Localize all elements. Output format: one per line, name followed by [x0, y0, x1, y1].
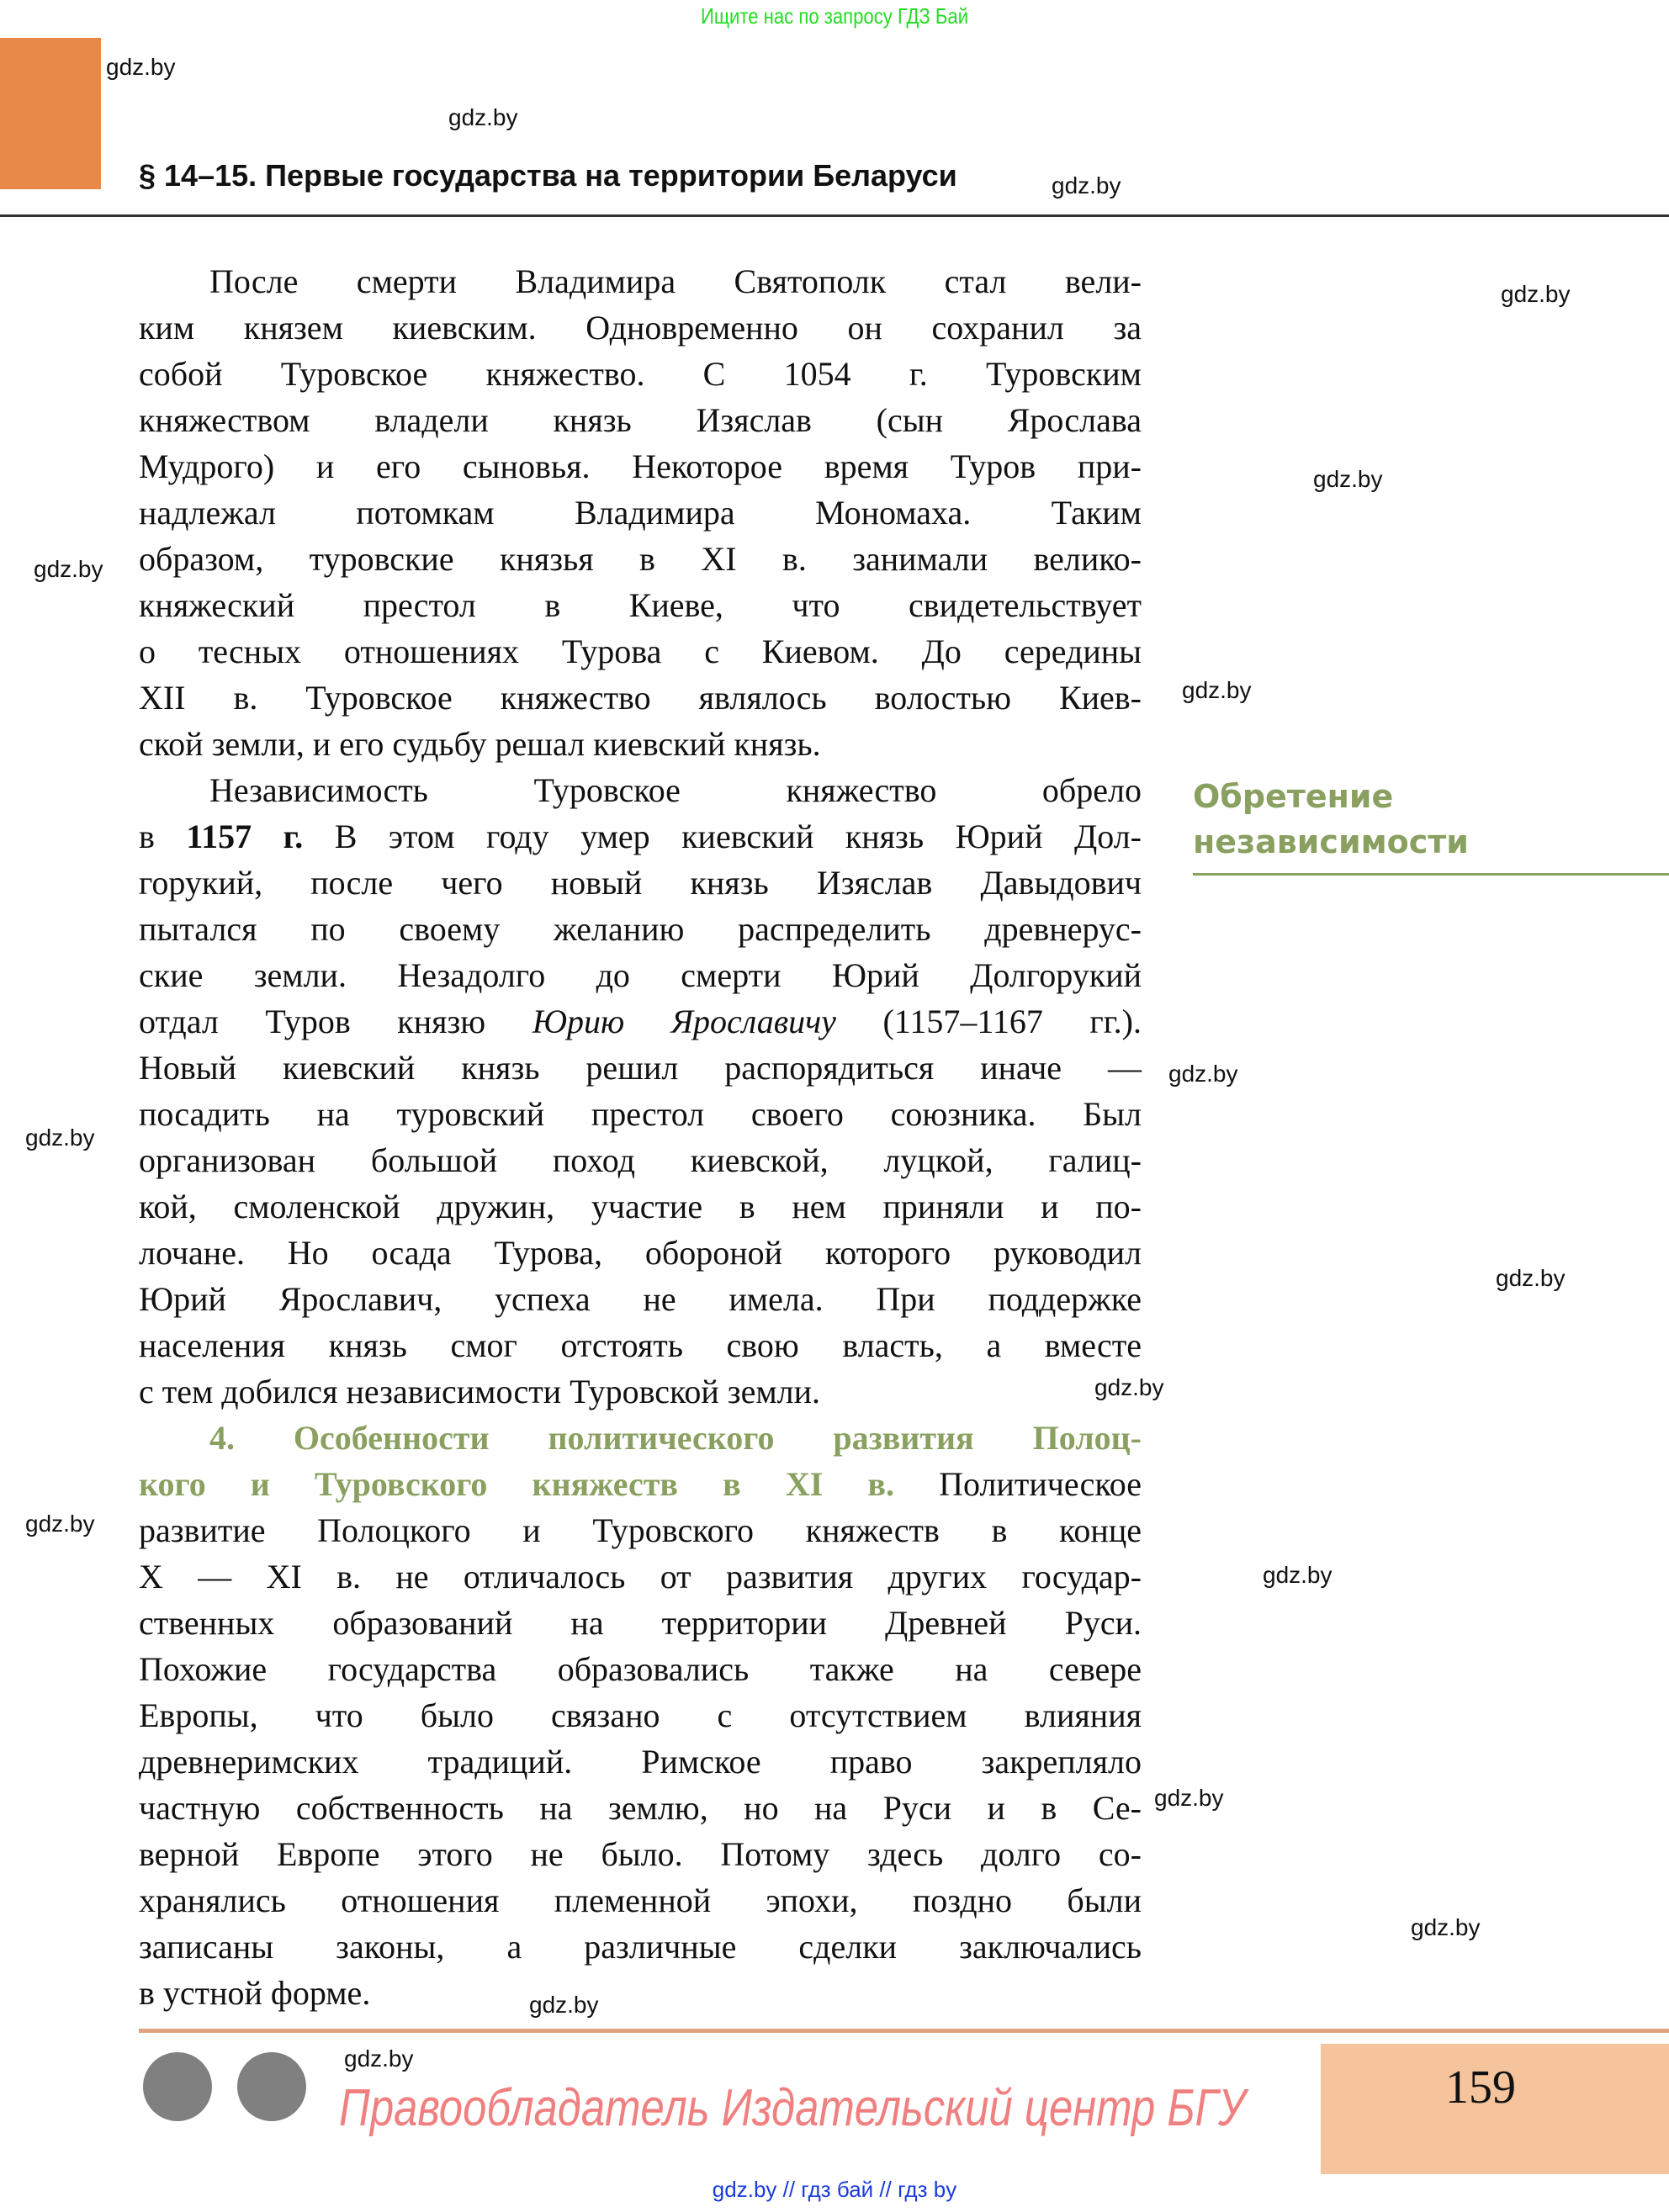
text-line — [139, 1091, 1142, 1137]
text-line — [139, 1877, 1142, 1924]
text-segment: Независимость Туровское княжество обрело — [209, 771, 1142, 809]
watermark: gdz.by — [1182, 677, 1252, 703]
text-segment: ской земли, и его судьбу решал киевский князь. — [139, 725, 821, 763]
margin-heading-line: независимости — [1193, 823, 1469, 860]
watermark: gdz.by — [1154, 1785, 1224, 1811]
text-segment: древнеримских традиций. Римское право закрепляло — [139, 1743, 1142, 1781]
text-line — [139, 1045, 1142, 1091]
text-line — [139, 397, 1142, 443]
text-segment: ственных образований на территории Древней Руси. — [139, 1604, 1142, 1642]
text-line — [139, 443, 1142, 489]
text-line — [139, 1646, 1142, 1692]
text-line — [139, 1230, 1142, 1276]
body-text — [139, 258, 1142, 2016]
text-segment: хранялись отношения племенной эпохи, поздно были — [139, 1881, 1142, 1919]
text-segment: Похожие государства образовались также на севере — [139, 1650, 1142, 1688]
text-line — [139, 628, 1142, 675]
bottom-links[interactable]: gdz.by // гдз бай // гдз by — [712, 2177, 957, 2202]
text-segment: Мудрого) и его сыновья. Некоторое время Туров при- — [139, 447, 1142, 485]
text-line — [139, 1600, 1142, 1646]
chapter-color-tab — [0, 38, 101, 189]
text-line — [139, 1137, 1142, 1183]
text-segment: записаны законы, а различные сделки заключались — [139, 1928, 1142, 1966]
page-number: 159 — [1445, 2061, 1516, 2114]
text-segment: образом, туровские князья в XI в. занимали велико- — [139, 540, 1142, 578]
watermark: gdz.by — [1168, 1061, 1238, 1087]
text-segment: В этом году умер киевский князь Юрий Дол- — [303, 818, 1142, 855]
text-line — [139, 1738, 1142, 1785]
text-segment: Европы, что было связано с отсутствием влияния — [139, 1696, 1142, 1734]
text-line — [139, 1507, 1142, 1553]
text-line — [139, 860, 1142, 906]
text-line — [139, 1415, 1142, 1461]
margin-heading-line: Обретение — [1193, 778, 1394, 815]
text-line — [139, 1924, 1142, 1970]
text-line — [139, 536, 1142, 582]
text-segment: кой, смоленской дружин, участие в нем приняли и по- — [139, 1188, 1142, 1225]
watermark: gdz.by — [529, 1992, 599, 2018]
text-line — [139, 1461, 1142, 1507]
bold-date: 1157 г. — [186, 818, 304, 855]
circle-icon — [237, 2052, 306, 2121]
text-line — [139, 952, 1142, 998]
watermark: gdz.by — [1411, 1914, 1481, 1940]
page-title: § 14–15. Первые государства на территории Беларуси — [139, 158, 957, 193]
text-segment: развитие Полоцкого и Туровского княжеств в конце — [139, 1511, 1142, 1549]
text-segment: в — [139, 818, 187, 855]
text-segment: (1157–1167 гг.). — [835, 1003, 1142, 1040]
text-segment: с тем добился независимости Туровской земли. — [139, 1373, 821, 1410]
section-heading-text: кого и Туровского княжеств в XI в. — [139, 1465, 894, 1503]
text-segment: Новый киевский князь решил распорядиться иначе — — [139, 1049, 1142, 1087]
italic-name: Юрию Ярославичу — [532, 1003, 836, 1040]
text-segment: в устной форме. — [139, 1974, 371, 2012]
text-segment: посадить на туровский престол своего союзника. Был — [139, 1095, 1142, 1133]
text-segment: пытался по своему желанию распределить древнерус- — [139, 910, 1142, 948]
text-segment: отдал Туров князю — [139, 1003, 532, 1040]
text-line — [139, 304, 1142, 351]
margin-heading-underline — [1193, 873, 1669, 876]
watermark: gdz.by — [344, 2045, 414, 2072]
text-line — [139, 489, 1142, 536]
text-line — [139, 1970, 1142, 2016]
top-banner: Ищите нас по запросу ГДЗ Бай — [700, 3, 969, 29]
text-segment: княжеский престол в Киеве, что свидетельствует — [139, 586, 1142, 624]
circle-icon — [143, 2052, 212, 2121]
text-segment: верной Европе этого не было. Потому здесь долго со- — [139, 1835, 1142, 1873]
text-segment: После смерти Владимира Святополк стал вели- — [209, 262, 1142, 300]
text-line — [139, 351, 1142, 397]
text-segment: Политическое — [894, 1465, 1142, 1503]
watermark: gdz.by — [34, 556, 103, 582]
text-segment: населения князь смог отстоять свою власть, а вместе — [139, 1326, 1142, 1364]
footer-divider — [139, 2029, 1669, 2033]
text-line — [139, 813, 1142, 860]
text-line — [139, 906, 1142, 952]
text-segment: собой Туровское княжество. С 1054 г. Туровским — [139, 355, 1142, 393]
header-divider — [0, 214, 1669, 217]
text-segment: XII в. Туровское княжество являлось волостью Киев- — [139, 679, 1142, 717]
copyright-notice: Правообладатель Издательский центр БГУ — [339, 2079, 1246, 2137]
text-segment: надлежал потомкам Владимира Мономаха. Таким — [139, 494, 1142, 532]
text-line — [139, 1831, 1142, 1877]
margin-heading — [1193, 774, 1469, 865]
text-segment: лочане. Но осада Турова, обороной которого руководил — [139, 1234, 1142, 1272]
text-line — [139, 1276, 1142, 1322]
text-line — [139, 1322, 1142, 1368]
watermark: gdz.by — [106, 54, 176, 80]
text-line — [139, 582, 1142, 628]
watermark: gdz.by — [1052, 172, 1121, 198]
text-line — [139, 675, 1142, 721]
text-line — [139, 721, 1142, 767]
text-segment: X — XI в. не отличалось от развития других государ- — [139, 1558, 1142, 1595]
section-heading-text: 4. Особенности политического развития Полоц- — [209, 1419, 1142, 1457]
watermark: gdz.by — [1313, 466, 1383, 492]
text-segment: ким князем киевским. Одновременно он сохранил за — [139, 309, 1142, 347]
text-line — [139, 1368, 1142, 1415]
text-line — [139, 1785, 1142, 1831]
text-segment: горукий, после чего новый князь Изяслав Давыдович — [139, 864, 1142, 902]
watermark: gdz.by — [1501, 281, 1571, 307]
watermark: gdz.by — [25, 1125, 95, 1151]
text-segment: Юрий Ярославич, успеха не имела. При поддержке — [139, 1280, 1142, 1318]
text-segment: ские земли. Незадолго до смерти Юрий Долгорукий — [139, 956, 1142, 994]
watermark: gdz.by — [1496, 1265, 1566, 1291]
text-line — [139, 1692, 1142, 1738]
watermark: gdz.by — [25, 1511, 95, 1537]
text-segment: о тесных отношениях Турова с Киевом. До середины — [139, 632, 1142, 670]
text-line — [139, 998, 1142, 1045]
watermark: gdz.by — [1263, 1562, 1333, 1588]
text-segment: организован большой поход киевской, луцкой, галиц- — [139, 1141, 1142, 1179]
text-segment: частную собственность на землю, но на Руси и в Се- — [139, 1789, 1142, 1827]
text-line — [139, 767, 1142, 813]
text-line — [139, 1553, 1142, 1600]
watermark: gdz.by — [1094, 1374, 1164, 1400]
text-line — [139, 258, 1142, 304]
watermark: gdz.by — [448, 104, 518, 130]
text-line — [139, 1183, 1142, 1230]
text-segment: княжеством владели князь Изяслав (сын Ярослава — [139, 401, 1142, 439]
